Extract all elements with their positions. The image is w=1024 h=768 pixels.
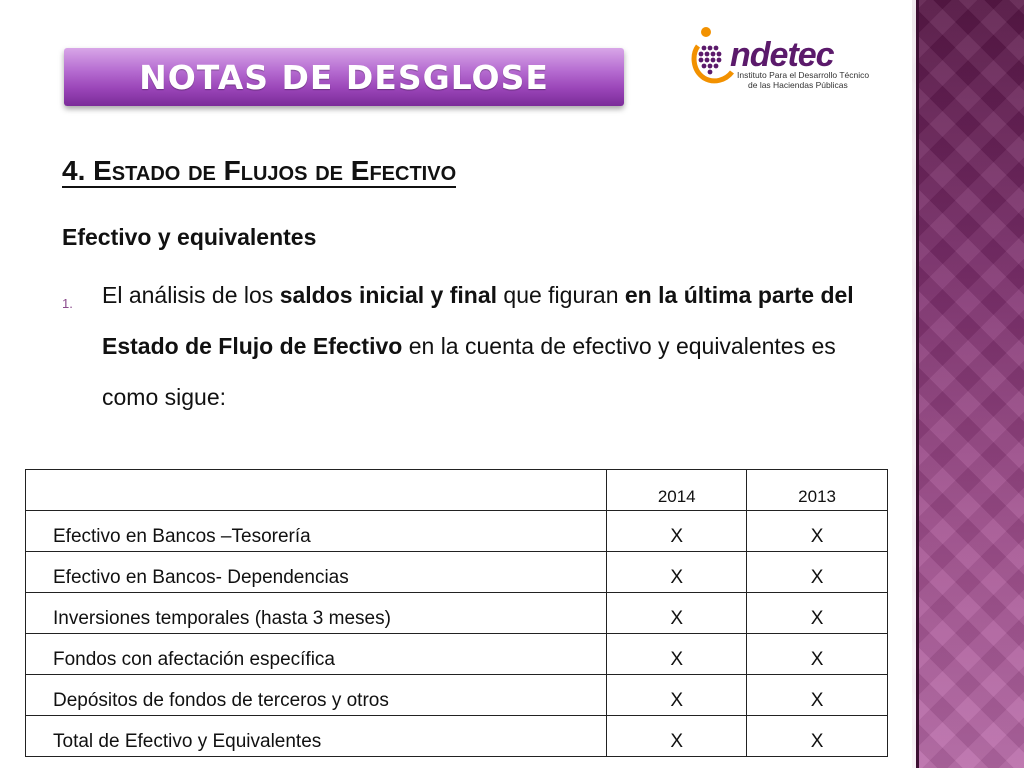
paragraph-part: El análisis de los [102, 282, 280, 308]
row-value-2013: X [747, 593, 888, 634]
decorative-side-strip [912, 0, 1024, 768]
row-value-2013: X [747, 511, 888, 552]
paragraph-part: que figuran [497, 282, 625, 308]
row-label: Efectivo en Bancos –Tesorería [26, 511, 607, 552]
table-row [26, 593, 888, 634]
logo-subtitle-line1: Instituto Para el Desarrollo Técnico [737, 70, 870, 80]
logo-wordmark: ndetec [730, 36, 834, 74]
paragraph-bold: en la última parte del Estado de Flujo de Efectivo [102, 282, 854, 359]
row-label: Total de Efectivo y Equivalentes [26, 716, 607, 757]
row-value-2014: X [607, 511, 747, 552]
indetec-logo [690, 22, 890, 92]
row-value-2014: X [607, 552, 747, 593]
header-label-cell [26, 470, 607, 511]
section-subtitle: Efectivo y equivalentes [62, 224, 317, 250]
list-item-number: 1. [62, 296, 73, 311]
row-label: Efectivo en Bancos- Dependencias [26, 552, 607, 593]
table-row [26, 511, 888, 552]
row-value-2013: X [747, 634, 888, 675]
paragraph-part: en la cuenta de efectivo y equivalentes es como sigue: [102, 333, 836, 410]
table-row [26, 552, 888, 593]
logo-subtitle-line2: de las Haciendas Públicas [748, 80, 848, 90]
paragraph-bold: saldos inicial y final [279, 282, 498, 308]
paragraph-text [102, 270, 882, 423]
table-row [26, 675, 888, 716]
row-value-2013: X [747, 675, 888, 716]
table-row [26, 716, 888, 757]
list-item [62, 270, 882, 423]
header-year-2014: 2014 [607, 470, 747, 511]
row-value-2013: X [747, 716, 888, 757]
row-label: Inversiones temporales (hasta 3 meses) [26, 593, 607, 634]
title-banner [64, 48, 624, 106]
row-value-2013: X [747, 552, 888, 593]
banner-title: NOTAS DE DESGLOSE [139, 57, 549, 97]
table-header-row [26, 470, 888, 511]
cash-equivalents-table [25, 469, 888, 757]
row-value-2014: X [607, 675, 747, 716]
header-year-2013: 2013 [747, 470, 888, 511]
row-value-2014: X [607, 593, 747, 634]
row-value-2014: X [607, 634, 747, 675]
table-row [26, 634, 888, 675]
row-label: Fondos con afectación específica [26, 634, 607, 675]
section-title: 4. Estado de Flujos de Efectivo [62, 155, 457, 186]
row-label: Depósitos de fondos de terceros y otros [26, 675, 607, 716]
row-value-2014: X [607, 716, 747, 757]
